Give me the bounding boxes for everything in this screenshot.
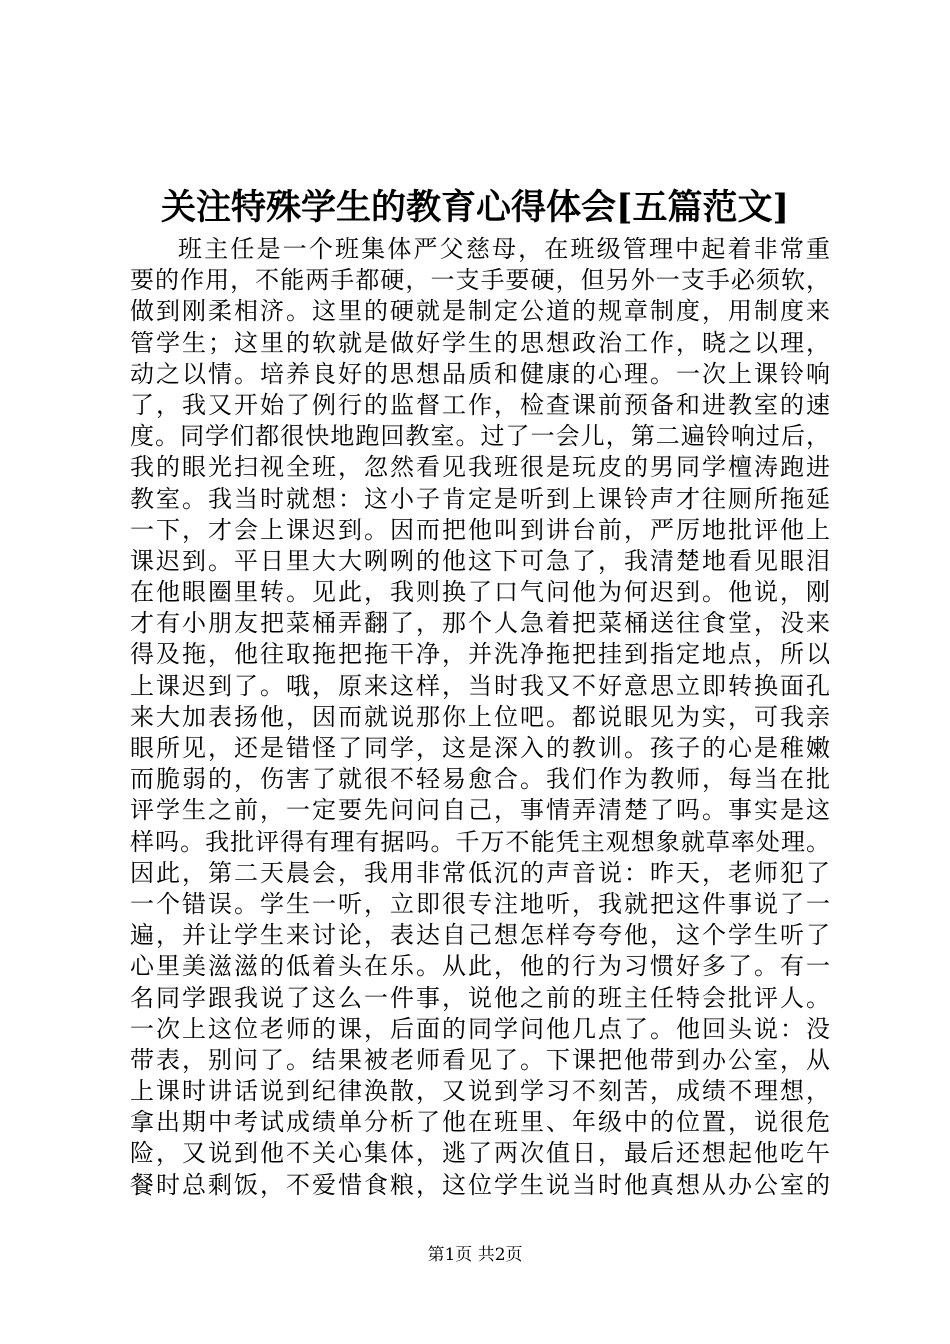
body-line: 上课迟到了。哦，原来这样，当时我又不好意思立即转换面孔 xyxy=(130,671,830,700)
body-line: 样吗。我批评得有理有据吗。千万不能凭主观想象就草率处理。 xyxy=(130,827,830,856)
body-line: 动之以情。培养良好的思想品质和健康的心理。一次上课铃响 xyxy=(130,359,830,388)
page-indicator: 第1页 共2页 xyxy=(427,1245,523,1265)
body-line: 险，又说到他不关心集体，逃了两次值日，最后还想起他吃午 xyxy=(130,1139,830,1168)
body-line: 管学生；这里的软就是做好学生的思想政治工作，晓之以理， xyxy=(130,328,830,357)
body-line: 而脆弱的，伤害了就很不轻易愈合。我们作为教师，每当在批 xyxy=(130,765,830,794)
body-line: 度。同学们都很快地跑回教室。过了一会儿，第二遍铃响过后， xyxy=(130,422,830,451)
body-line: 了，我又开始了例行的监督工作，检查课前预备和进教室的速 xyxy=(130,390,830,419)
document-body xyxy=(130,234,830,1201)
body-line: 我的眼光扫视全班，忽然看见我班很是玩皮的男同学檀涛跑进 xyxy=(130,453,830,482)
body-line: 一个错误。学生一听，立即很专注地听，我就把这件事说了一 xyxy=(130,889,830,918)
body-line: 来大加表扬他，因而就说那你上位吧。都说眼见为实，可我亲 xyxy=(130,702,830,731)
body-line: 评学生之前，一定要先问问自己，事情弄清楚了吗。事实是这 xyxy=(130,796,830,825)
body-line: 课迟到。平日里大大咧咧的他这下可急了，我清楚地看见眼泪 xyxy=(130,546,830,575)
body-line: 才有小朋友把菜桶弄翻了，那个人急着把菜桶送往食堂，没来 xyxy=(130,609,830,638)
body-line: 一下，才会上课迟到。因而把他叫到讲台前，严厉地批评他上 xyxy=(130,515,830,544)
page-footer xyxy=(0,1243,950,1267)
body-line: 要的作用，不能两手都硬，一支手要硬，但另外一支手必须软， xyxy=(130,266,830,295)
body-line: 名同学跟我说了这么一件事，说他之前的班主任特会批评人。 xyxy=(130,983,830,1012)
body-line: 上课时讲话说到纪律涣散，又说到学习不刻苦，成绩不理想， xyxy=(130,1077,830,1106)
body-line: 带表，别问了。结果被老师看见了。下课把他带到办公室，从 xyxy=(130,1045,830,1074)
body-line: 因此，第二天晨会，我用非常低沉的声音说：昨天，老师犯了 xyxy=(130,858,830,887)
body-line: 遍，并让学生来讨论，表达自己想怎样夸夸他，这个学生听了 xyxy=(130,921,830,950)
body-line: 做到刚柔相济。这里的硬就是制定公道的规章制度，用制度来 xyxy=(130,297,830,326)
body-line: 一次上这位老师的课，后面的同学问他几点了。他回头说：没 xyxy=(130,1014,830,1043)
body-line: 得及拖，他往取拖把拖干净，并洗净拖把挂到指定地点，所以 xyxy=(130,640,830,669)
body-line: 心里美滋滋的低着头在乐。从此，他的行为习惯好多了。有一 xyxy=(130,952,830,981)
body-line: 餐时总剩饭，不爱惜食粮，这位学生说当时他真想从办公室的 xyxy=(130,1170,830,1199)
body-line: 教室。我当时就想：这小子肯定是听到上课铃声才往厕所拖延 xyxy=(130,484,830,513)
body-line: 眼所见，还是错怪了同学，这是深入的教训。孩子的心是稚嫩 xyxy=(130,734,830,762)
body-line: 拿出期中考试成绩单分析了他在班里、年级中的位置，说很危 xyxy=(130,1108,830,1137)
body-line: 在他眼圈里转。见此，我则换了口气问他为何迟到。他说，刚 xyxy=(130,578,830,607)
document-title: 关注特殊学生的教育心得体会[五篇范文] xyxy=(160,187,790,228)
body-line: 班主任是一个班集体严父慈母，在班级管理中起着非常重 xyxy=(178,235,830,263)
